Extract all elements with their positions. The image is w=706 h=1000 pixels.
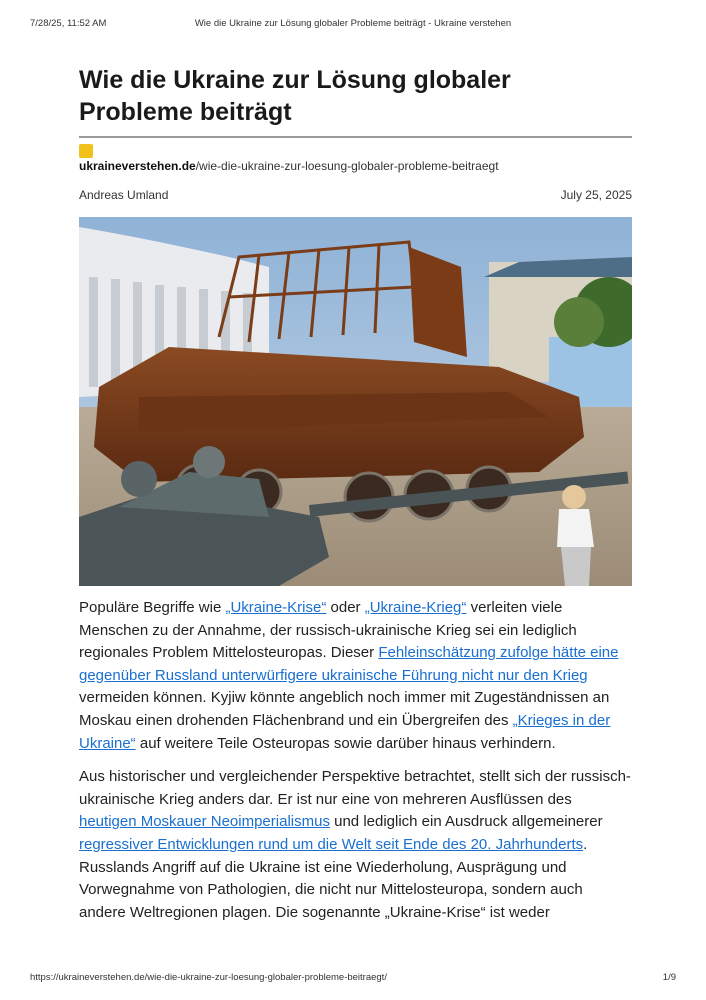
link-krieges-in-der-ukraine[interactable]: „Krieges in der Ukraine“ — [79, 711, 611, 752]
source-domain[interactable]: ukraineverstehen.de — [79, 159, 196, 173]
p2-text-3: . Russlands Angriff auf die Ukraine ist eine Wiederholung, Ausprägung und Vorwegnahme von Pathologien, die nicht nur Mittelosteuropa, sondern auch andere Weltregionen plagen. Die sogenannte „Ukraine-Krise“ ist weder — [79, 835, 588, 921]
source-path[interactable]: /wie-die-ukraine-zur-loesung-globaler-probleme-beitraegt — [195, 159, 499, 173]
paragraph-2 — [79, 766, 632, 924]
article-meta — [79, 188, 632, 204]
publish-date: July 25, 2025 — [560, 188, 632, 202]
link-moskauer-neoimperialismus[interactable]: heutigen Moskauer Neoimperialismus — [79, 813, 330, 831]
link-ukraine-krise[interactable]: „Ukraine-Krise“ — [225, 599, 327, 616]
p1-text-2: oder — [326, 599, 365, 616]
p1-text-5: auf weitere Teile Osteuropas sowie darüber hinaus verhindern. — [135, 734, 556, 752]
p1-text-3: verleiten viele Menschen zu der Annahme, der russisch-ukrainische Krieg sei ein lediglich regionales Problem Mittelosteuropas. Dieser — [79, 599, 577, 662]
p1-text-1: Populäre Begriffe wie — [79, 599, 226, 616]
link-regressiver-entwicklungen[interactable]: regressiver Entwicklungen rund um die Welt seit Ende des 20. Jahrhunderts — [79, 835, 584, 853]
title-divider — [79, 136, 632, 138]
article — [79, 64, 632, 924]
page-number: 1/9 — [662, 972, 676, 983]
article-title: Wie die Ukraine zur Lösung globaler Probleme beiträgt — [79, 66, 511, 126]
link-fehleinschaetzung[interactable]: Fehleinschätzung zufolge hätte eine gegenüber Russland unterwürfigere ukrainische Führung nicht nur den Krieg — [79, 644, 619, 684]
p2-text-1: Aus historischer und vergleichender Perspektive betrachtet, stellt sich der russisch-ukrainische Krieg anders dar. Er ist nur eine von mehreren Ausflüssen des — [79, 768, 631, 808]
p1-text-4: vermeiden können. Kyjiw könnte angeblich noch immer mit Zugeständnissen an Moskau einen drohenden Flächenbrand und ein Übergreifen des — [79, 689, 610, 729]
destroyed-tanks-photo — [79, 217, 632, 586]
p2-text-2: und lediglich ein Ausdruck allgemeinerer — [329, 813, 603, 831]
print-datetime: 7/28/25, 11:52 AM — [30, 18, 107, 29]
source-url[interactable] — [79, 159, 632, 173]
print-header — [30, 18, 676, 32]
paragraph-1 — [79, 597, 632, 755]
site-favicon-icon — [79, 144, 93, 158]
link-ukraine-krieg[interactable]: „Ukraine-Krieg“ — [364, 599, 467, 616]
author-name: Andreas Umland — [79, 188, 169, 202]
print-footer-url: https://ukraineverstehen.de/wie-die-ukraine-zur-loesung-globaler-probleme-beitraegt/ — [30, 972, 387, 983]
print-doc-title: Wie die Ukraine zur Lösung globaler Probleme beiträgt - Ukraine verstehen — [194, 18, 512, 29]
